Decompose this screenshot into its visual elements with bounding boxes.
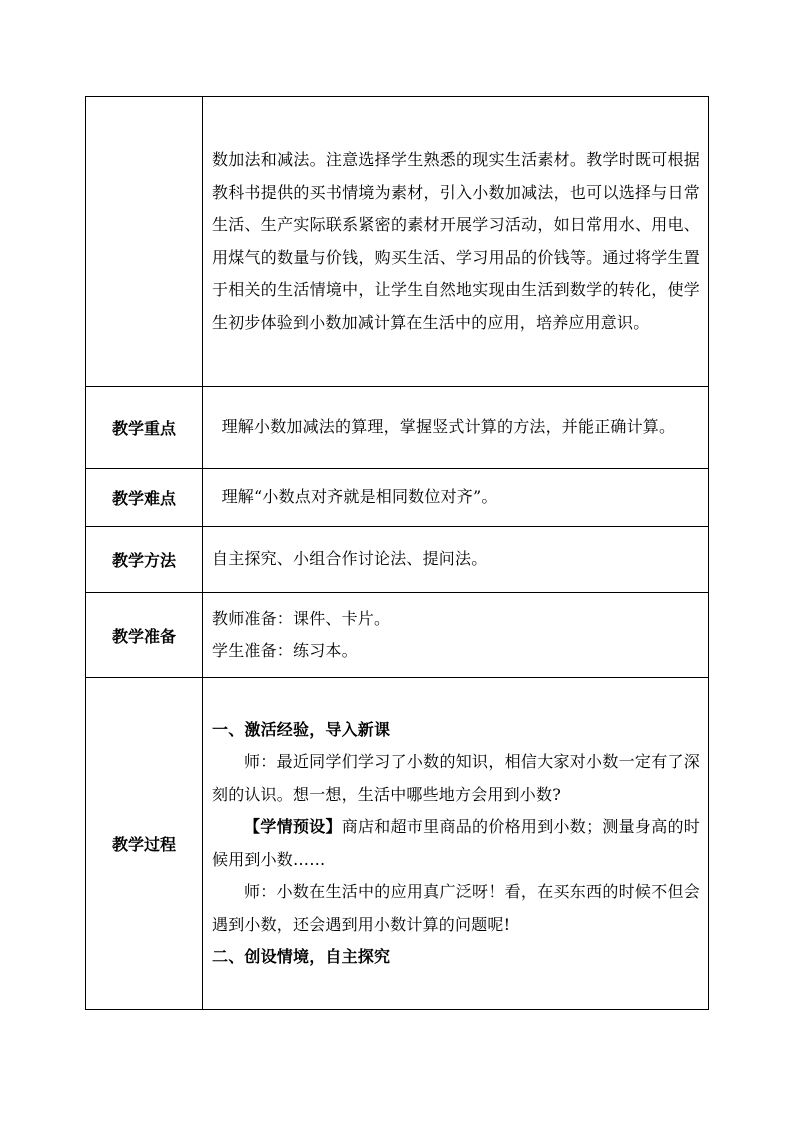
difficulties-text: 理解“小数点对齐就是相同数位对齐”。	[221, 487, 498, 507]
table-row-preparation	[86, 593, 709, 678]
row-label-empty	[86, 97, 203, 387]
preset-tag: 【学情预设】	[244, 817, 342, 836]
lesson-plan-table	[85, 96, 709, 1010]
methods-text: 自主探究、小组合作讨论法、提问法。	[212, 549, 488, 569]
table-row-methods	[86, 527, 709, 593]
intro-text: 数加法和减法。注意选择学生熟悉的现实生活素材。教学时既可根据教科书提供的买书情境为素材，引入小数加减法，也可以选择与日常生活、生产实际联系紧密的素材开展学习活动，如日常用水、用电、用煤气的数量与价钱，购买生活、学习用品的价钱等。通过将学生置于相关的生活情境中，让学生自然地实现由生活到数学的转化，使学生初步体验到小数加减计算在生活中的应用，培养应用意识。	[212, 150, 700, 332]
table-row-key-points	[86, 387, 709, 469]
preset-text: 商店和超市里商品的价格用到小数；测量身高的时候用到小数……	[212, 817, 700, 869]
student-preparation: 学生准备：练习本。	[212, 641, 358, 660]
process-cell	[203, 678, 709, 1010]
table-row-intro	[86, 97, 709, 387]
process-paragraph-1: 师：最近同学们学习了小数的知识，相信大家对小数一定有了深刻的认识。想一想，生活中哪些地方会用到小数?	[212, 752, 700, 804]
teacher-preparation: 教师准备：课件、卡片。	[212, 608, 391, 628]
process-paragraph-3: 师：小数在生活中的应用真广泛呀！看，在买东西的时候不但会遇到小数，还会遇到用小数计算的问题呢!	[212, 882, 700, 934]
section-1-title: 一、激活经验，导入新课	[212, 719, 391, 739]
intro-text-cell	[203, 97, 709, 387]
table-row-difficulties	[86, 469, 709, 527]
row-label-difficulties: 教学难点	[86, 469, 203, 527]
process-paragraph-2	[212, 811, 700, 876]
row-label-methods: 教学方法	[86, 527, 203, 593]
difficulties-cell	[203, 469, 709, 527]
table-row-process	[86, 678, 709, 1010]
row-label-process: 教学过程	[86, 678, 203, 1010]
methods-cell	[203, 527, 709, 593]
row-label-key-points: 教学重点	[86, 387, 203, 469]
section-2-title: 二、创设情境，自主探究	[212, 947, 391, 966]
key-points-cell	[203, 387, 709, 469]
row-label-preparation: 教学准备	[86, 593, 203, 678]
preparation-cell	[203, 593, 709, 678]
key-points-text: 理解小数加减法的算理，掌握竖式计算的方法，并能正确计算。	[221, 417, 676, 437]
